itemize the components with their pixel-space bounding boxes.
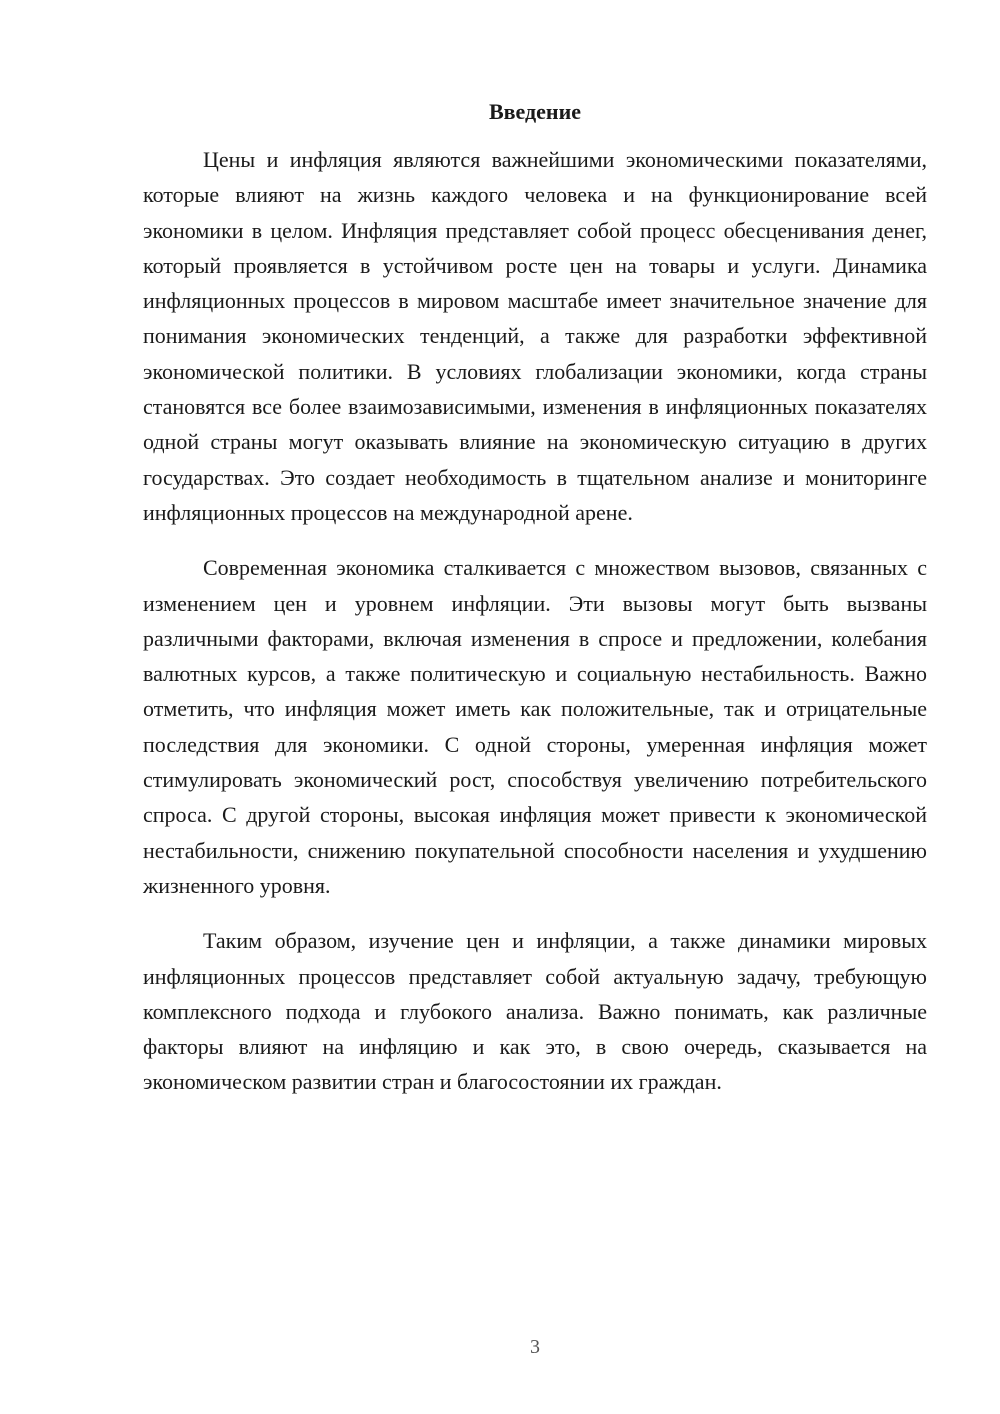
document-body bbox=[143, 142, 927, 1120]
page-title: Введение bbox=[488, 99, 582, 124]
paragraph-3: Таким образом, изучение цен и инфляции, а также динамики мировых инфляционных процессов представляет собой актуальную задачу, требующую комплексного подхода и глубокого анализа. Важно понимать, как различные факторы влияют на инфляцию и как это, в свою очередь, сказывается на экономическом развитии стран и благосостоянии их граждан. bbox=[143, 928, 927, 1095]
page-number: 3 bbox=[530, 1336, 540, 1358]
paragraph-1: Цены и инфляция являются важнейшими экономическими показателями, которые влияют на жизнь каждого человека и на функционирование всей экономики в целом. Инфляция представляет собой процесс обесценивания денег, который проявляется в устойчивом росте цен на товары и услуги. Динамика инфляционных процессов в мировом масштабе имеет значительное значение для понимания экономических тенденций, а также для разработки эффективной экономической политики. В условиях глобализации экономики, когда страны становятся все более взаимозависимыми, изменения в инфляционных показателях одной страны могут оказывать влияние на экономическую ситуацию в других государствах. Это создает необходимость в тщательном анализе и мониторинге инфляционных процессов на международной арене. bbox=[143, 147, 927, 525]
paragraph-2: Современная экономика сталкивается с множеством вызовов, связанных с изменением цен и уровнем инфляции. Эти вызовы могут быть вызваны различными факторами, включая изменения в спросе и предложении, колебания валютных курсов, а также политическую и социальную нестабильность. Важно отметить, что инфляция может иметь как положительные, так и отрицательные последствия для экономики. С одной стороны, умеренная инфляция может стимулировать экономический рост, способствуя увеличению потребительского спроса. С другой стороны, высокая инфляция может привести к экономической нестабильности, снижению покупательной способности населения и ухудшению жизненного уровня. bbox=[143, 555, 927, 898]
